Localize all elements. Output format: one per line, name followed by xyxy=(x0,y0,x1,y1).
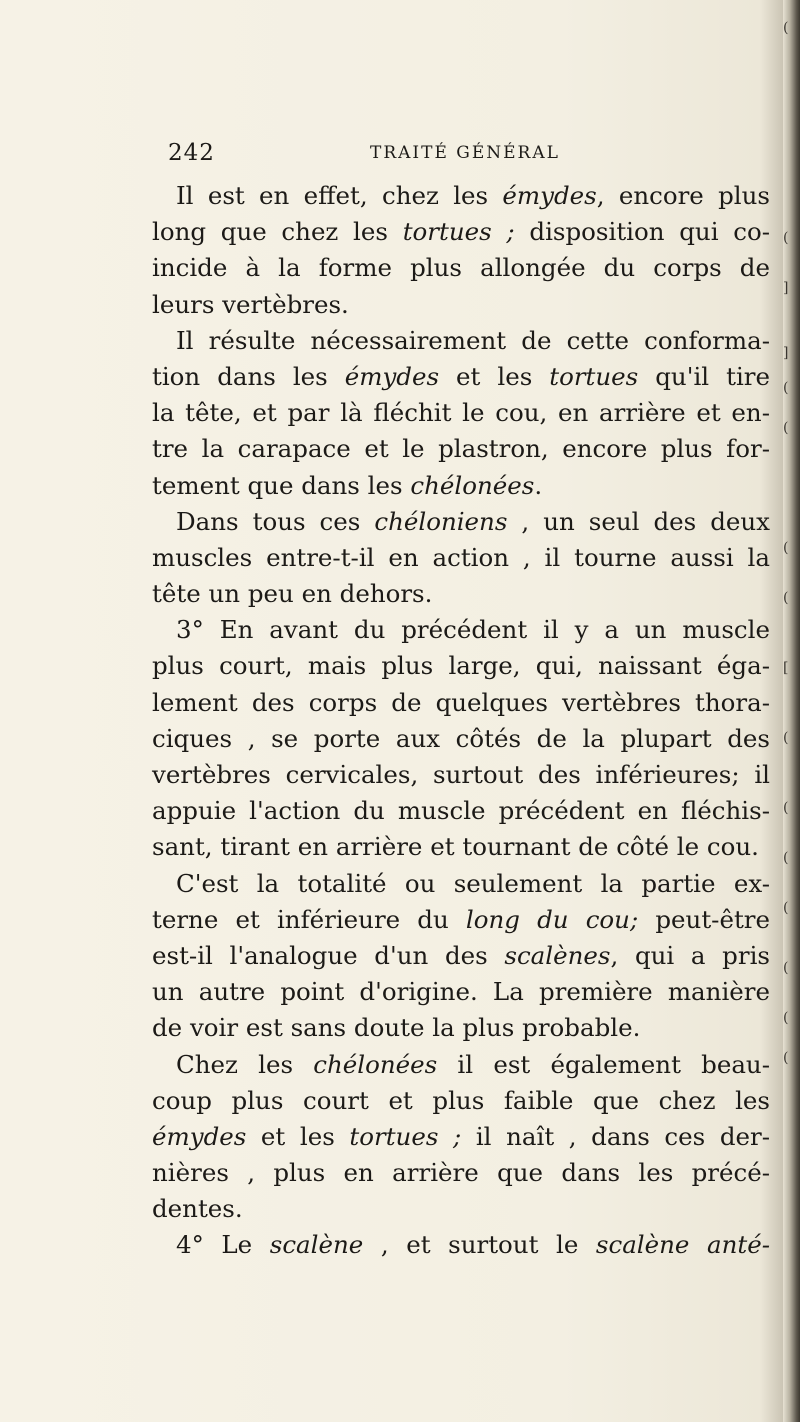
edge-mark: ( xyxy=(783,960,789,976)
text-segment: peut-être xyxy=(638,904,770,934)
text-segment: disposition qui co- xyxy=(514,217,771,247)
text-segment: terne et inférieure du xyxy=(152,904,466,934)
text-line xyxy=(152,1047,770,1083)
edge-mark: ( xyxy=(783,1010,789,1026)
italic-term: émydes xyxy=(502,181,597,210)
text-line xyxy=(152,431,770,467)
italic-term: émydes xyxy=(152,1121,247,1151)
text-segment: , et surtout le xyxy=(363,1230,596,1260)
text-segment: est-il l'analogue d'un des xyxy=(152,940,505,970)
text-segment: tre la carapace et le plastron, encore plus for- xyxy=(152,434,770,464)
text-segment: 4° Le xyxy=(176,1230,270,1260)
text-line xyxy=(152,829,770,865)
text-line xyxy=(152,504,770,540)
text-line xyxy=(152,540,770,576)
italic-term: long du cou; xyxy=(465,904,639,934)
text-segment: Il est en effet, chez les xyxy=(176,181,503,210)
edge-mark: ] xyxy=(783,280,789,296)
page-header xyxy=(168,140,768,170)
text-line xyxy=(152,323,770,359)
text-line xyxy=(152,1119,770,1155)
edge-mark: ( xyxy=(783,800,789,816)
text-segment: coup plus court et plus faible que chez les xyxy=(152,1085,770,1115)
edge-mark: ( xyxy=(783,230,789,246)
italic-term: chélonées xyxy=(410,470,535,500)
text-segment: tête un peu en dehors. xyxy=(152,579,433,609)
edge-mark: ( xyxy=(783,540,789,556)
text-segment: leurs vertèbres. xyxy=(152,289,349,319)
edge-mark: ( xyxy=(783,590,789,606)
text-line xyxy=(152,648,770,684)
text-line xyxy=(152,1083,770,1119)
text-segment: tement que dans les xyxy=(152,470,411,500)
text-segment: et les xyxy=(246,1121,350,1151)
text-segment: , qui a pris xyxy=(610,940,770,970)
text-segment: qu'il tire xyxy=(638,361,770,391)
text-segment: lement des corps de quelques vertèbres thora- xyxy=(152,687,770,717)
text-line xyxy=(152,250,770,286)
edge-mark: [ xyxy=(783,660,789,676)
text-line xyxy=(152,214,770,250)
italic-term: tortues ; xyxy=(349,1121,462,1151)
text-segment: de voir est sans doute la plus probable. xyxy=(152,1013,641,1043)
text-line xyxy=(152,974,770,1010)
facing-page-edge xyxy=(783,0,800,1422)
text-segment: Il résulte nécessairement de cette conforma- xyxy=(176,325,770,355)
edge-mark: ( xyxy=(783,730,789,746)
text-line xyxy=(152,757,770,793)
edge-mark: ( xyxy=(783,20,789,36)
italic-term: émydes xyxy=(344,361,440,391)
text-line xyxy=(152,685,770,721)
text-line xyxy=(152,395,770,431)
text-segment: long que chez les xyxy=(152,217,403,247)
text-line xyxy=(152,721,770,757)
text-segment: nières , plus en arrière que dans les précé- xyxy=(152,1158,770,1188)
text-segment: . xyxy=(534,470,543,500)
text-segment: ciques , se porte aux côtés de la plupart des xyxy=(152,723,770,753)
italic-term: scalène xyxy=(269,1230,364,1260)
text-line xyxy=(152,1191,770,1227)
text-segment: il est également beau- xyxy=(437,1049,770,1079)
text-segment: sant, tirant en arrière et tournant de côté le cou. xyxy=(152,832,759,862)
edge-mark: ( xyxy=(783,900,789,916)
text-line xyxy=(152,287,770,323)
text-segment: vertèbres cervicales, surtout des inférieures; il xyxy=(152,760,770,789)
text-segment: un autre point d'origine. La première manière xyxy=(152,977,770,1007)
page-number: 242 xyxy=(168,140,215,166)
text-segment: C'est la totalité ou seulement la partie ex- xyxy=(176,868,770,898)
italic-term: scalène anté- xyxy=(595,1230,771,1260)
running-title: TRAITÉ GÉNÉRAL xyxy=(370,143,560,163)
text-segment: , encore plus xyxy=(596,181,770,210)
text-segment: la tête, et par là fléchit le cou, en arrière et en- xyxy=(152,398,770,428)
edge-mark: ( xyxy=(783,380,789,396)
text-segment: et les xyxy=(439,361,550,391)
text-line xyxy=(152,866,770,902)
text-line xyxy=(152,576,770,612)
text-line xyxy=(152,793,770,829)
text-segment: Dans tous ces xyxy=(176,506,375,536)
text-line xyxy=(152,612,770,648)
text-segment: incide à la forme plus allongée du corps de xyxy=(152,253,770,283)
text-segment: appuie l'action du muscle précédent en fléchis- xyxy=(152,796,770,826)
text-segment: plus court, mais plus large, qui, naissant éga- xyxy=(152,651,770,681)
text-line xyxy=(152,468,770,504)
italic-term: chéloniens xyxy=(374,506,508,536)
text-segment: Chez les xyxy=(176,1049,314,1079)
text-segment: dentes. xyxy=(152,1194,243,1224)
edge-mark: ( xyxy=(783,420,789,436)
body-text xyxy=(152,178,770,1264)
text-line xyxy=(152,1155,770,1191)
text-line xyxy=(152,1010,770,1046)
italic-term: tortues xyxy=(549,361,639,391)
text-line xyxy=(152,1227,770,1263)
text-line xyxy=(152,938,770,974)
edge-mark: ( xyxy=(783,850,789,866)
edge-mark: ( xyxy=(783,1050,789,1066)
text-line xyxy=(152,902,770,938)
text-segment: , un seul des deux xyxy=(507,506,770,536)
text-line xyxy=(152,178,770,214)
edge-mark: ] xyxy=(783,345,789,361)
italic-term: chélonées xyxy=(313,1049,438,1079)
text-segment: il naît , dans ces der- xyxy=(461,1121,770,1151)
italic-term: scalènes xyxy=(504,940,611,970)
text-segment: 3° En avant du précédent il y a un muscle xyxy=(176,615,770,645)
text-segment: muscles entre-t-il en action , il tourne aussi la xyxy=(152,542,770,572)
text-line xyxy=(152,359,770,395)
italic-term: tortues ; xyxy=(402,217,515,247)
text-segment: tion dans les xyxy=(152,361,345,391)
